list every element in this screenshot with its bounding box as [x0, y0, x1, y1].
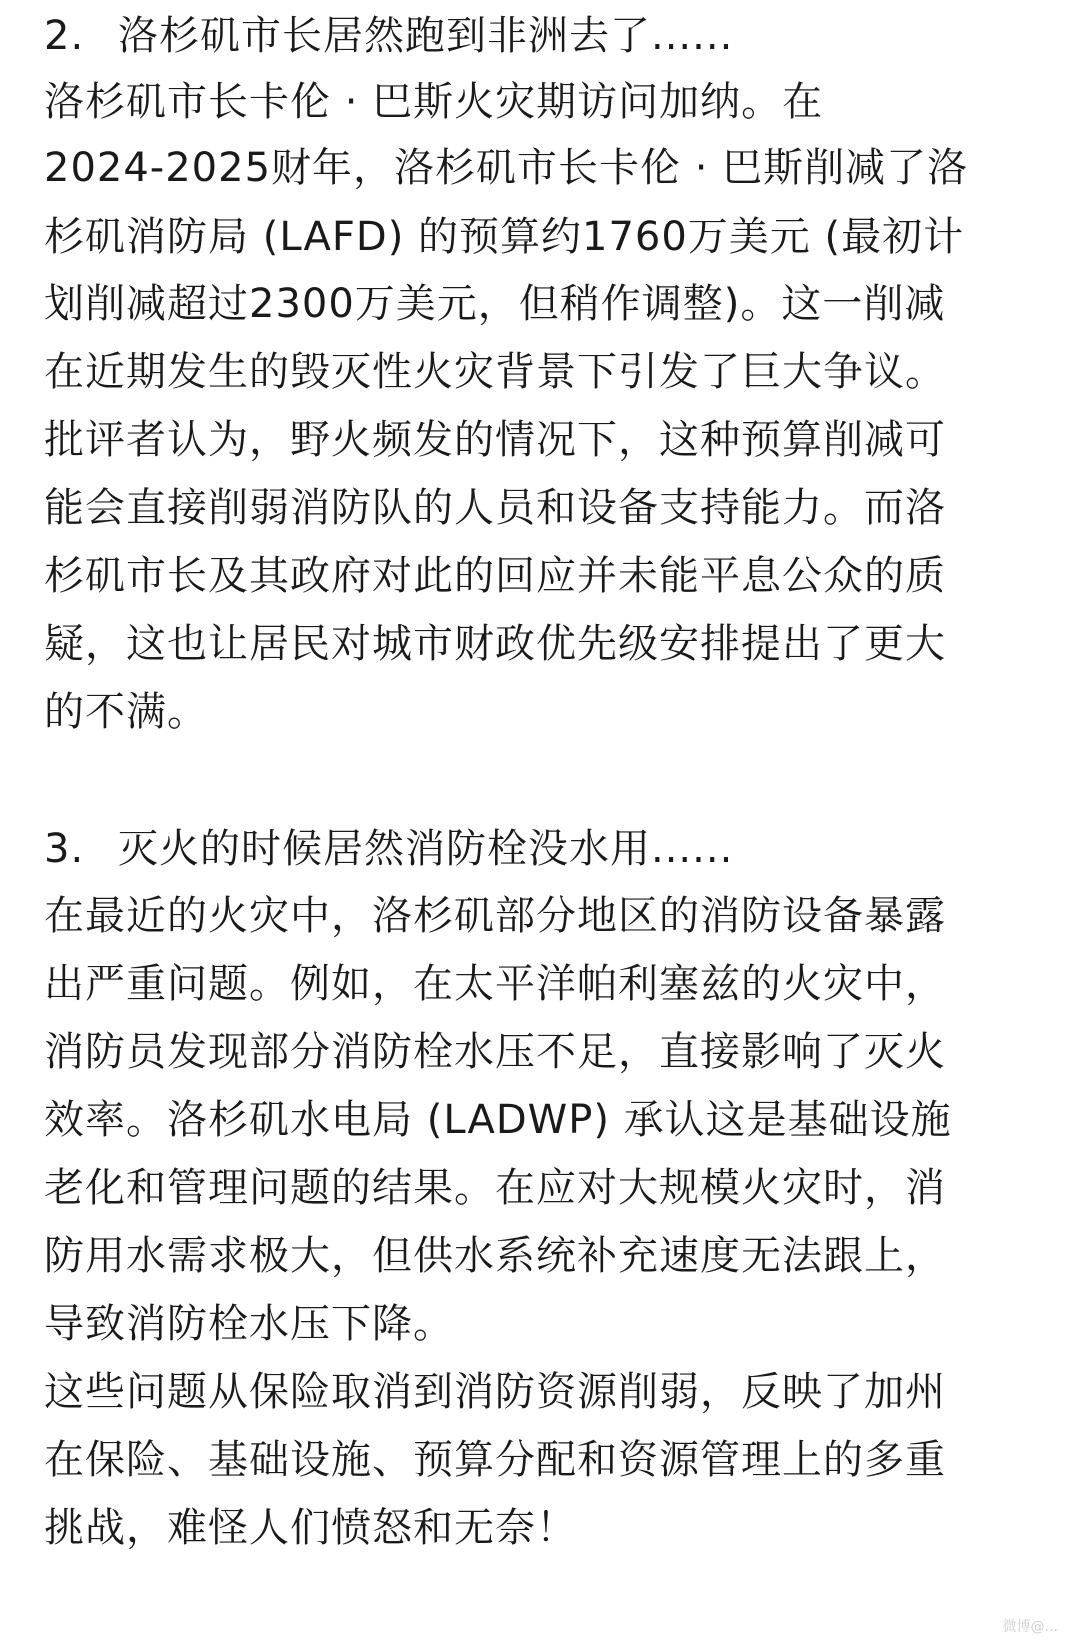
paragraph-line: 消防员发现部分消防栓水压不足，直接影响了灭火	[44, 1029, 946, 1075]
section-2-title: 洛杉矶市长居然跑到非洲去了......	[118, 13, 734, 59]
paragraph-line: 在保险、基础设施、预算分配和资源管理上的多重	[44, 1437, 946, 1483]
paragraph-line: 防用水需求极大，但供水系统补充速度无法跟上，	[44, 1233, 946, 1279]
paragraph-line: 老化和管理问题的结果。在应对大规模火灾时，消	[44, 1165, 946, 1211]
paragraph-line: 2024-2025财年，洛杉矶市长卡伦 · 巴斯削减了洛	[44, 145, 969, 191]
watermark: 微博@...	[1002, 1619, 1058, 1635]
paragraph-line: 划削减超过2300万美元，但稍作调整)。这一削减	[44, 281, 946, 327]
paragraph-line: 能会直接削弱消防队的人员和设备支持能力。而洛	[44, 485, 946, 531]
paragraph-line: 在近期发生的毁灭性火灾背景下引发了巨大争议。	[44, 349, 946, 395]
paragraph-line: 出严重问题。例如，在太平洋帕利塞兹的火灾中，	[44, 961, 946, 1007]
paragraph-line: 挑战，难怪人们愤怒和无奈！	[44, 1505, 577, 1551]
paragraph-line: 疑，这也让居民对城市财政优先级安排提出了更大	[44, 621, 946, 667]
paragraph-line: 洛杉矶市长卡伦 · 巴斯火灾期访问加纳。在	[44, 79, 824, 125]
section-3-number: 3.	[44, 826, 85, 872]
section-2-heading	[44, 2, 733, 70]
paragraph-line: 批评者认为，野火频发的情况下，这种预算削减可	[44, 417, 946, 463]
section-3-heading	[44, 815, 733, 883]
paragraph-line: 的不满。	[44, 689, 208, 735]
paragraph-line: 在最近的火灾中，洛杉矶部分地区的消防设备暴露	[44, 893, 946, 939]
paragraph-line: 效率。洛杉矶水电局 (LADWP) 承认这是基础设施	[44, 1097, 952, 1143]
paragraph-line: 这些问题从保险取消到消防资源削弱，反映了加州	[44, 1369, 946, 1415]
paragraph-line: 杉矶消防局 (LAFD) 的预算约1760万美元 (最初计	[44, 214, 965, 260]
paragraph-line: 杉矶市长及其政府对此的回应并未能平息公众的质	[44, 553, 946, 599]
paragraph-line: 导致消防栓水压下降。	[44, 1301, 454, 1347]
section-2-number: 2.	[44, 13, 85, 59]
section-3-title: 灭火的时候居然消防栓没水用......	[118, 826, 734, 872]
